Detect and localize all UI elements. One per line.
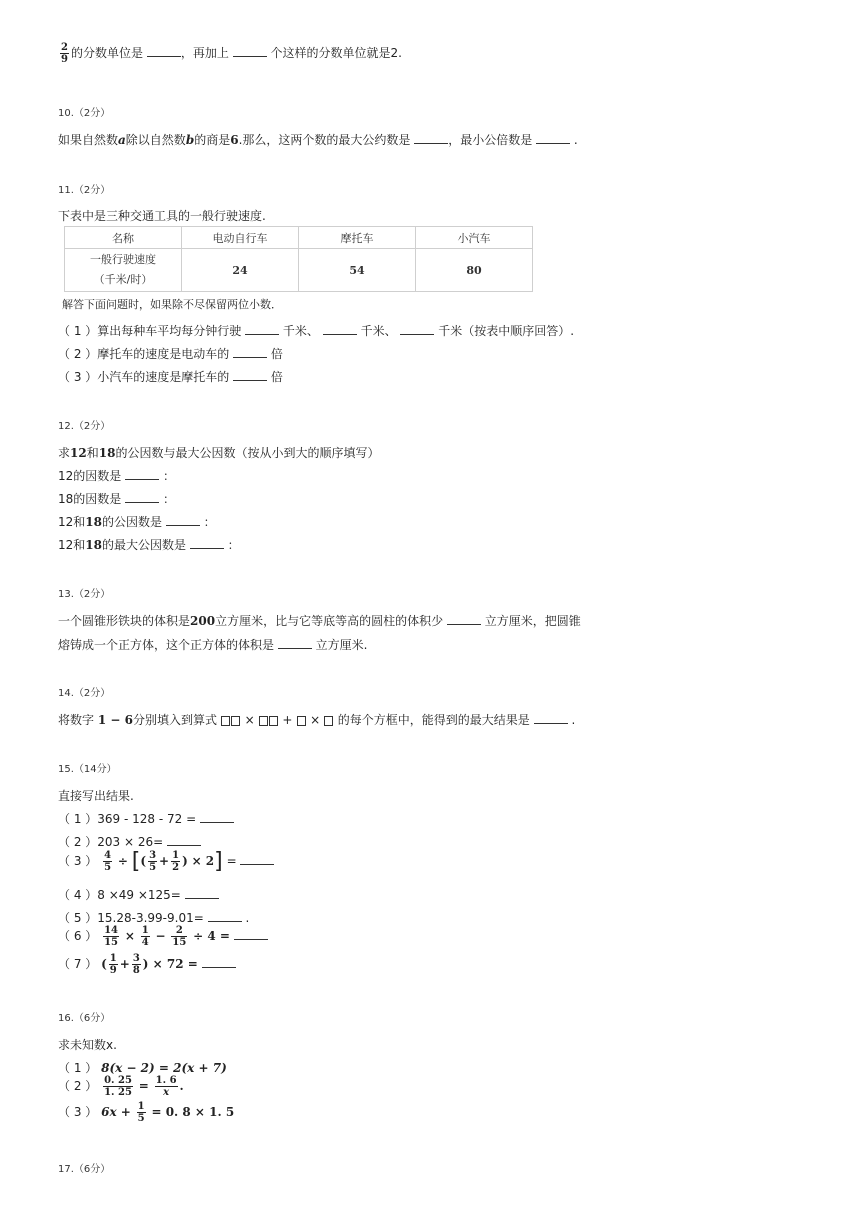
box-expression: × + × [221, 713, 338, 727]
answer-blank[interactable] [234, 928, 268, 940]
answer-blank[interactable] [125, 468, 159, 480]
q12-line-3: 12和18的公因数是 ： [58, 515, 216, 529]
answer-blank[interactable] [447, 613, 481, 625]
question-header-13: 13.（2分） [58, 589, 111, 600]
answer-blank[interactable] [202, 956, 236, 968]
fraction: $\frac{4}{5}$ [104, 850, 112, 873]
fraction: $\frac{1}{9}$ [109, 953, 117, 976]
fraction: $\frac{14}{15}$ [104, 925, 119, 948]
table-row-label: 一般行驶速度 （千米/时） [65, 249, 182, 292]
q13-line-1: 一个圆锥形铁块的体积是200立方厘米，比与它等底等高的圆柱的体积少 立方厘米，把圆锥 [58, 614, 581, 628]
answer-blank[interactable] [245, 323, 279, 335]
empty-box [221, 716, 230, 726]
q16-part-1: （ 1 ） 8(x − 2) = 2(x + 7) [58, 1061, 227, 1075]
answer-blank[interactable] [167, 834, 201, 846]
q15-part-3: （ 3 ） $\frac{4}{5}$ ÷ [( $\frac{3}{5}$ + $\frac{1}{2}$ ) × 2] = [58, 849, 274, 874]
answer-blank[interactable] [200, 811, 234, 823]
fraction: $\frac{3}{5}$ [149, 850, 157, 873]
question-header-11: 11.（2分） [58, 185, 111, 196]
question-header-14: 14.（2分） [58, 688, 111, 699]
question-header-17: 17.（6分） [58, 1164, 111, 1175]
q16-part-2: （ 2 ） $\frac{0. 25}{1. 25}$ = $\frac{1. 6}{x}$ . [58, 1075, 184, 1098]
q12-line-4: 12和18的最大公因数是 ： [58, 538, 240, 552]
fraction: $\frac{1}{5}$ [137, 1101, 145, 1124]
fraction: $\frac{2}{15}$ [172, 925, 187, 948]
answer-blank[interactable] [233, 346, 267, 358]
fraction: $\frac{1}{2}$ [172, 850, 180, 873]
question-header-12: 12.（2分） [58, 421, 111, 432]
empty-box [324, 716, 333, 726]
answer-blank[interactable] [534, 712, 568, 724]
fraction: $\frac{3}{8}$ [132, 953, 140, 976]
q15-part-2: （ 2 ）203 × 26= [58, 833, 201, 850]
q12-intro: 求12和18的公因数与最大公因数（按从小到大的顺序填写） [58, 446, 380, 460]
table-cell: 24 [182, 249, 299, 292]
answer-blank[interactable] [233, 45, 267, 57]
table-cell: 54 [299, 249, 416, 292]
question-header-16: 16.（6分） [58, 1013, 111, 1024]
q15-part-6: （ 6 ） $\frac{14}{15}$ × $\frac{1}{4}$ − $\frac{2}{15}$ ÷ 4 = [58, 925, 268, 948]
q11-note: 解答下面问题时，如果除不尽保留两位小数． [62, 298, 282, 311]
question-header-10: 10.（2分） [58, 108, 111, 119]
empty-box [231, 716, 240, 726]
q12-line-1: 12的因数是 ： [58, 469, 175, 483]
q13-line-2: 熔铸成一个正方体，这个正方体的体积是 立方厘米. [58, 638, 368, 652]
q9-line: $\frac{2}{9}$ 的分数单位是 ，再加上 个这样的分数单位就是2. [61, 42, 402, 65]
q15-part-5: （ 5 ）15.28-3.99-9.01= . [58, 911, 250, 925]
q15-part-1: （ 1 ）369 - 128 - 72 = [58, 810, 234, 827]
table-cell: 80 [416, 249, 533, 292]
q11-part-3: （ 3 ）小汽车的速度是摩托车的 倍 [58, 370, 283, 384]
q15-part-7: （ 7 ） ( $\frac{1}{9}$ + $\frac{3}{8}$ ) × 72 = [58, 953, 236, 976]
table-header: 摩托车 [299, 227, 416, 249]
q14-line: 将数字 1 − 6分别填入到算式 × + × 的每个方框中，能得到的最大结果是 . [58, 713, 576, 727]
empty-box [297, 716, 306, 726]
q10-line: 如果自然数a除以自然数b的商是6.那么，这两个数的最大公约数是 ，最小公倍数是 . [58, 133, 578, 147]
answer-blank[interactable] [414, 132, 448, 144]
q12-line-2: 18的因数是 ： [58, 492, 175, 506]
fraction: $\frac{2}{9}$ [61, 42, 68, 65]
answer-blank[interactable] [208, 910, 242, 922]
q15-intro: 直接写出结果. [58, 789, 134, 803]
answer-blank[interactable] [125, 491, 159, 503]
q16-part-3: （ 3 ） 6x + $\frac{1}{5}$ = 0. 8 × 1. 5 [58, 1101, 235, 1124]
speed-table [64, 226, 533, 292]
q11-intro: 下表中是三种交通工具的一般行驶速度. [58, 209, 266, 223]
empty-box [259, 716, 268, 726]
answer-blank[interactable] [536, 132, 570, 144]
fraction: $\frac{1. 6}{x}$ [155, 1075, 177, 1098]
q15-part-4: （ 4 ）8 ×49 ×125= [58, 886, 219, 903]
q11-part-2: （ 2 ）摩托车的速度是电动车的 倍 [58, 347, 283, 361]
fraction: $\frac{1}{4}$ [141, 925, 149, 948]
answer-blank[interactable] [278, 637, 312, 649]
answer-blank[interactable] [400, 323, 434, 335]
q11-part-1: （ 1 ）算出每种车平均每分钟行驶 千米、 千米、 千米（按表中顺序回答）. [58, 324, 575, 338]
left-bracket: [ [131, 849, 141, 874]
right-bracket: ] [214, 849, 223, 874]
table-header: 小汽车 [416, 227, 533, 249]
answer-blank[interactable] [323, 323, 357, 335]
answer-blank[interactable] [233, 369, 267, 381]
answer-blank[interactable] [185, 887, 219, 899]
answer-blank[interactable] [240, 853, 274, 865]
empty-box [269, 716, 278, 726]
table-header: 电动自行车 [182, 227, 299, 249]
table-header: 名称 [65, 227, 182, 249]
q16-intro: 求未知数x. [58, 1038, 117, 1052]
answer-blank[interactable] [147, 45, 181, 57]
question-header-15: 15.（14分） [58, 764, 117, 775]
answer-blank[interactable] [190, 537, 224, 549]
fraction: $\frac{0. 25}{1. 25}$ [104, 1075, 132, 1098]
answer-blank[interactable] [166, 514, 200, 526]
